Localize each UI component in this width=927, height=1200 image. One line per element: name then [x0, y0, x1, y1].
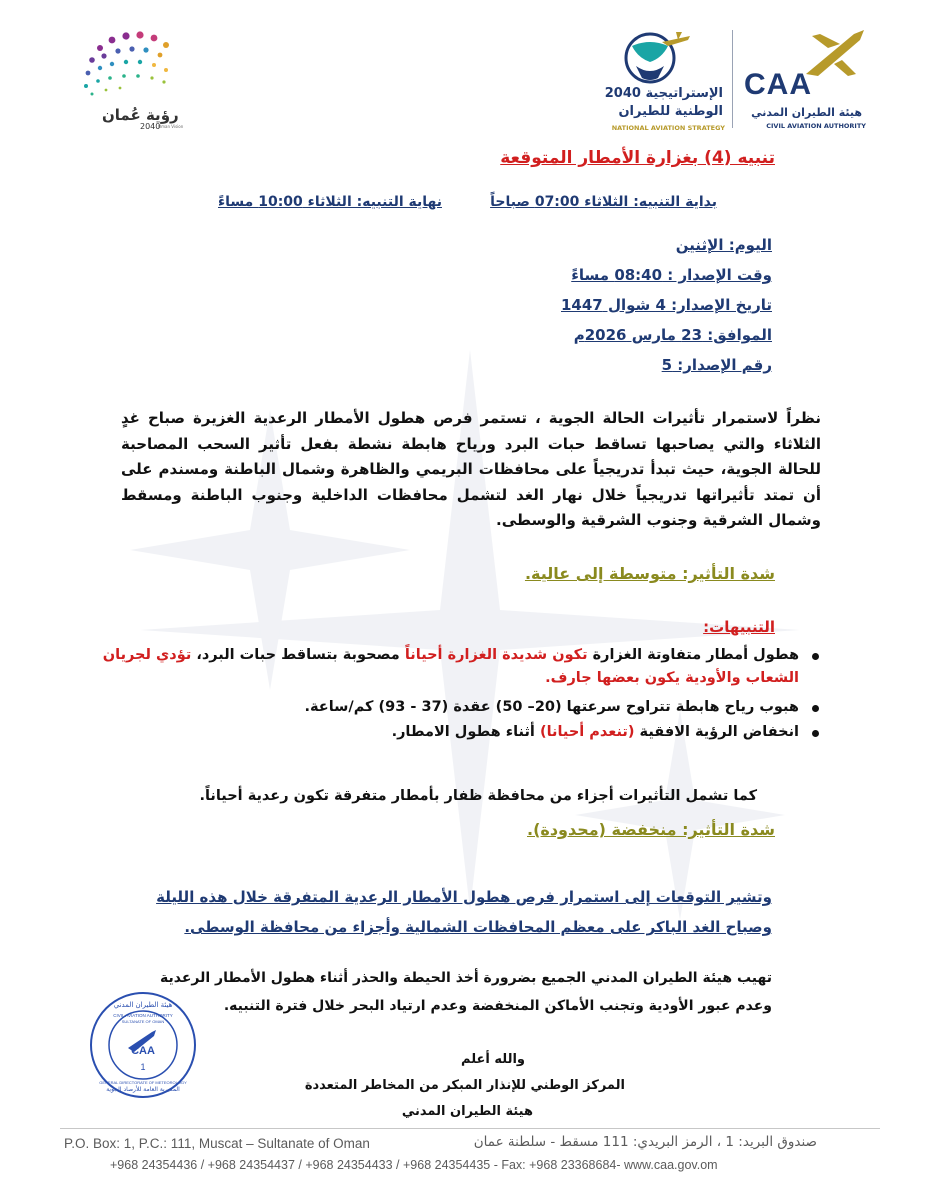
bullet-icon: [812, 705, 819, 712]
warning-item-rain: [101, 644, 821, 690]
vision-logo-subtitle: Oman Vision: [158, 124, 184, 129]
footer-address-ar: صندوق البريد: 1 ، الرمز البريدي: 111 مسقط - سلطنة عمان: [473, 1134, 817, 1150]
advisory-line-2: وعدم عبور الأودية وتجنب الأماكن المنخفضة وعدم ارتياد البحر خلال فترة التنبيه.: [223, 998, 772, 1014]
oman-vision-2040-logo: [40, 18, 200, 133]
issue-day: اليوم: الإثنين: [675, 236, 772, 254]
body-paragraph: نظراً لاستمرار تأثيرات الحالة الجوية ، تستمر فرص هطول الأمطار الرعدية الغزيرة صباح غدٍ الثلاثاء والتي يصاحبها تساقط حبات البرد ورياح هابطة نشطة بفعل تأثير السحب المصاحبة للحالة الجوية، حيث تبدأ تدريجياً على محافظات البريمي والظاهرة وشمال الباطنة ومسندم على أن تمتد تأثيراتها تدريجياً خلال نهار الغد لتشمل محافظات الداخلية وجنوب الباطنة ومسقط وشمال الشرقية وجنوب الشرقية والوسطى.: [121, 409, 821, 529]
seal-country: SULTANATE OF OMAN: [121, 1019, 165, 1024]
warning-visibility-highlight: (تنعدم أحيانا): [539, 724, 635, 740]
page-title: تنبيه (4) بغزارة الأمطار المتوقعة: [500, 148, 775, 168]
advisory-line-1: تهيب هيئة الطيران المدني الجميع بضرورة أخذ الحيطة والحذر أثناء هطول الأمطار الرعدية: [160, 970, 772, 986]
outlook-line-2: وصباح الغد الباكر على معظم المحافظات الشمالية وأجزاء من محافظة الوسطى.: [184, 918, 772, 936]
footer-contact[interactable]: +968 24354436 / +968 24354437 / +968 24354433 / +968 24354435 - Fax: +968 23368684- www.caa.gov.om: [110, 1158, 718, 1172]
globe-plane-icon: [592, 28, 727, 88]
caa-logo-mark: CAA: [744, 68, 812, 101]
warning-rain-text: هطول أمطار متفاوتة الغزارة: [592, 647, 799, 663]
bullet-icon: [812, 730, 819, 737]
bullet-icon: [812, 653, 819, 660]
strategy-logo-line2: الوطنية للطيران: [618, 104, 723, 119]
warning-wind-text: هبوب رياح هابطة تتراوح سرعتها (20– 50) عقدة (37 - 93) كم/ساعة.: [304, 699, 799, 715]
issue-number: رقم الإصدار: 5: [661, 356, 772, 374]
severity-medium-high: شدة التأثير: متوسطة إلى عالية.: [524, 564, 775, 583]
warning-rain-flood: تؤدي لجريان الشعاب والأودية يكون بعضها جارف.: [102, 647, 799, 686]
seal-bottom-english: GENERAL DIRECTORATE OF METEOROLOGY: [99, 1080, 187, 1085]
warnings-list: [101, 644, 821, 744]
alert-end: نهاية التنبيه: الثلاثاء 10:00 مساءً: [218, 194, 442, 210]
seal-english: CIVIL AVIATION AUTHORITY: [113, 1013, 173, 1018]
warning-rain-highlight: تكون شديدة الغزارة أحياناً: [404, 647, 588, 663]
vision-logo-year: 2040: [140, 122, 161, 131]
meteorology-seal-stamp: [88, 990, 198, 1100]
vision-logo-text: رؤية عُمان: [102, 106, 179, 124]
warning-item-wind: [101, 696, 821, 719]
warning-visibility-text: انخفاض الرؤية الافقية: [639, 724, 799, 740]
footer-divider: [60, 1128, 880, 1129]
issue-date-gregorian: الموافق: 23 مارس 2026م: [573, 326, 772, 344]
warning-rain-hail: مصحوبة بتساقط حبات البرد،: [196, 647, 400, 663]
national-aviation-strategy-logo: [592, 28, 727, 136]
caa-logo-arabic: هيئة الطيران المدني: [751, 106, 862, 119]
issue-date-hijri: تاريخ الإصدار: 4 شوال 1447: [561, 296, 772, 314]
caa-logo: [740, 28, 870, 128]
strategy-logo-english: NATIONAL AVIATION STRATEGY: [611, 124, 725, 132]
severity-low: شدة التأثير: منخفضة (محدودة).: [527, 820, 775, 839]
warning-item-visibility: [101, 721, 821, 744]
caa-logo-english: CIVIL AVIATION AUTHORITY: [766, 122, 866, 130]
alert-start: بداية التنبيه: الثلاثاء 07:00 صباحاً: [490, 194, 717, 210]
warning-visibility-end: أثناء هطول الامطار.: [391, 724, 535, 740]
dhofar-note: كما تشمل التأثيرات أجزاء من محافظة ظفار بأمطار متفرقة تكون رعدية أحياناً.: [199, 788, 757, 804]
seal-bottom-text: المديرية العامة للأرصاد الجوية: [106, 1086, 180, 1093]
signature-closing: والله أعلم: [461, 1052, 525, 1067]
outlook-line-1: وتشير التوقعات إلى استمرار فرص هطول الأمطار الرعدية المتفرقة خلال هذه الليلة: [156, 888, 772, 906]
seal-mark: CAA: [131, 1045, 155, 1057]
seal-top-text: هيئة الطيران المدني: [113, 1001, 173, 1009]
footer-address-en: P.O. Box: 1, P.C.: 111, Muscat – Sultanate of Oman: [64, 1136, 370, 1151]
signature-center: المركز الوطني للإنذار المبكر من المخاطر المتعددة: [304, 1078, 625, 1093]
issue-time: وقت الإصدار : 08:40 مساءً: [571, 266, 772, 284]
seal-number: 1: [140, 1062, 146, 1072]
strategy-logo-line1: الإستراتيجية 2040: [604, 86, 723, 101]
warnings-heading: التنبيهات:: [703, 618, 775, 636]
logo-divider: [732, 30, 733, 128]
signature-authority: هيئة الطيران المدني: [401, 1104, 533, 1119]
